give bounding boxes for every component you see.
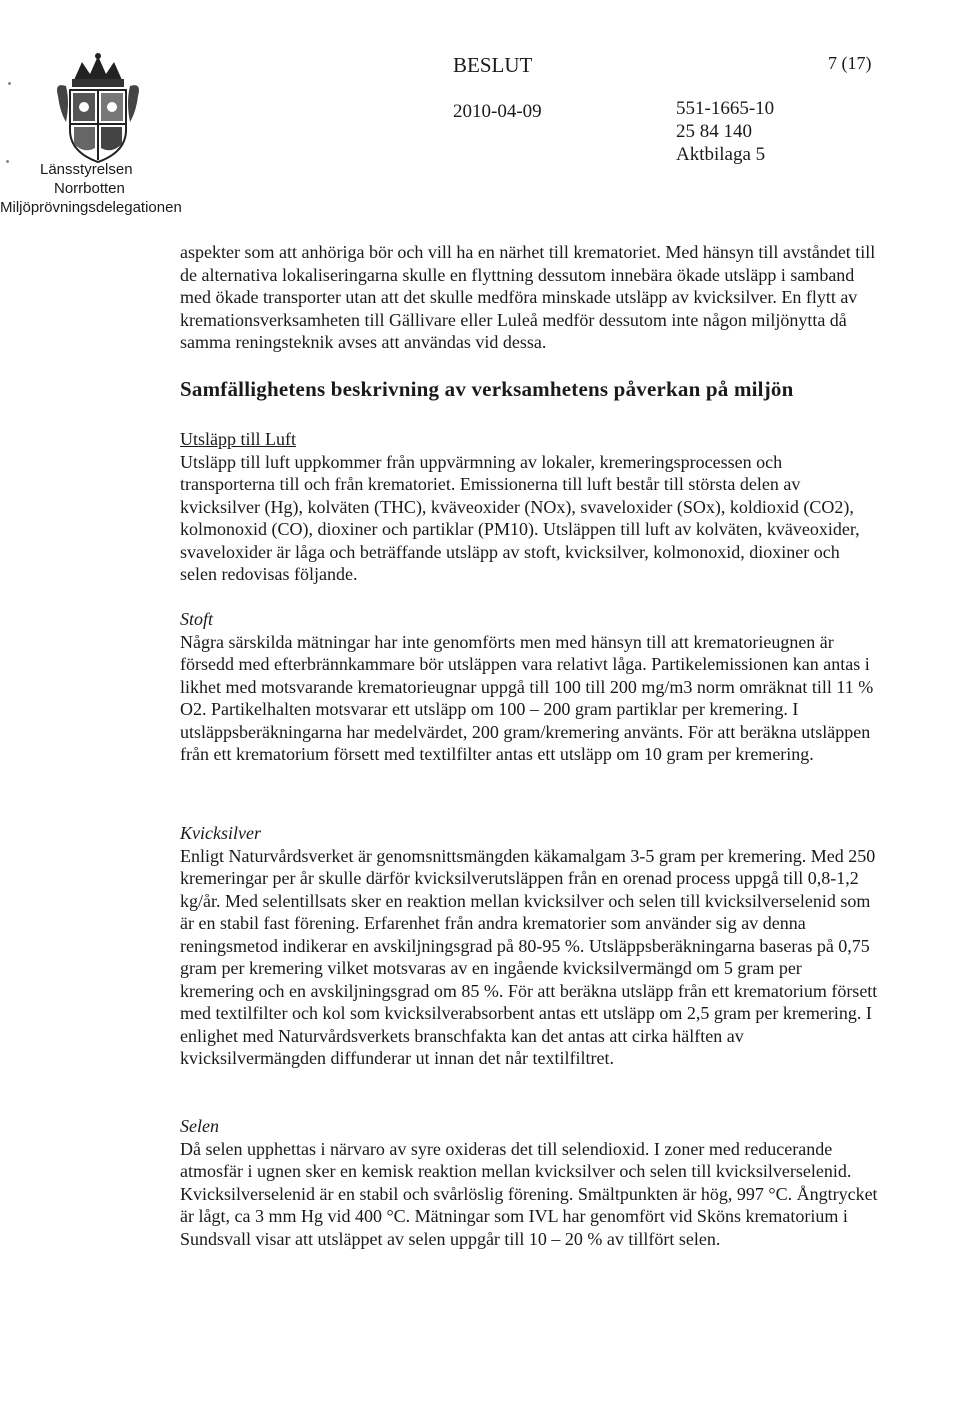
subheading-kvicksilver: Kvicksilver	[180, 823, 261, 843]
subheading-stoft: Stoft	[180, 609, 214, 629]
subheading-luft: Utsläpp till Luft	[180, 429, 296, 449]
paragraph-selen: Då selen upphettas i närvaro av syre oxideras det till selendioxid. I zoner med reducerande atmosfär i ugnen sker en kemisk reaktion mellan kvicksilver och selen till kvicksilverselenid. Kvicksilverselenid är en stabil och svårlöslig förening. Smältpunkten är hög, 997 °C. Ångtrycket är lågt, ca 3 mm Hg vid 400 °C. Mätningar som IVL har genomfört vid Sköns krematorium i Sundsvall visar att utsläppet av selen uppgår till 10 – 20 % av tillfört selen.	[180, 1138, 878, 1249]
appendix-label: Aktbilaga 5	[676, 144, 766, 165]
org-name: Länsstyrelsen	[40, 161, 133, 178]
scan-speck	[8, 82, 11, 85]
section-stoft	[180, 608, 880, 766]
section-selen	[180, 1115, 880, 1250]
coat-of-arms-icon	[52, 52, 144, 164]
subheading-selen: Selen	[180, 1116, 219, 1136]
intro-paragraph: aspekter som att anhöriga bör och vill ha en närhet till krematoriet. Med hänsyn till avståndet till de alternativa lokaliseringarna skulle en flyttning dessutom innebära ökade utsläpp i samband med ökade transporter utan att det skulle medföra minskade utsläpp av kvicksilver. En flytt av kremationsverksamheten till Gällivare eller Luleå medför dessutom inte någon miljönytta då samma reningsteknik avses att användas vid dessa.	[180, 242, 876, 352]
org-unit: Miljöprövningsdelegationen	[0, 199, 182, 216]
case-number: 551-1665-10	[676, 98, 775, 119]
paragraph-kvicksilver: Enligt Naturvårdsverket är genomsnittsmängden käkamalgam 3-5 gram per kremering. Med 250 kremeringar per år skulle därför kvicksilverutsläppen från en orenad process uppgå till 0,8-1,2 kg/år. Med selentillsats sker en reaktion mellan kvicksilver och selen till kvicksilverselenid som är en stabil fast förening. Erfarenhet från andra krematorier som använder sig av denna reningsmetod indikerar en avskiljningsgrad på 80-95 %. Utsläppsberäkningarna baseras på 0,75 gram per kremering vilket motsvaras av en ingående kvicksilvermängd om 5 gram per kremering och en avskiljningsgrad om 85 %. För att beräkna utsläpp från ett krematorium försett med textilfilter och kol som kvicksilverabsorbent antas ett utsläpp om 2,5 gram per kremering. I enlighet med Naturvårdsverkets branschfakta kan det antas att cirka hälften av kvicksilvermängden diffunderar ut innan det når textilfiltret.	[180, 845, 878, 1068]
section-luft	[180, 428, 880, 586]
paragraph-luft: Utsläpp till luft uppkommer från uppvärmning av lokaler, kremeringsprocessen och transporterna till och från krematoriet. Emissionerna till luft består till största delen av kvicksilver (Hg), kolväten (THC), kväveoxider (NOx), svaveloxider (SOx), koldioxid (CO2), kolmonoxid (CO), dioxiner och partiklar (PM10). Utsläppen till luft av kolväten, kväveoxider, svaveloxider är låga och beträffande utsläpp av stoft, kvicksilver, kolmonoxid, dioxiner och selen redovisas följande.	[180, 451, 860, 584]
reference-number: 25 84 140	[676, 121, 752, 142]
org-region: Norrbotten	[54, 180, 125, 197]
section-heading: Samfällighetens beskrivning av verksamhetens påverkan på miljön	[180, 377, 794, 401]
paragraph-stoft: Några särskilda mätningar har inte genomförts men med hänsyn till att krematorieugnen är försedd med efterbrännkammare bör utsläppen vara relativt låga. Partikelemissionen kan antas i likhet med motsvarande krematorieugnar uppgå till 100 till 200 mg/m3 norm omräknat till 11 % O2. Partikelhalten motsvarar ett utsläpp om 100 – 200 gram partiklar per kremering. I utsläppsberäkningarna har medelvärdet, 200 gram/kremering använts. För att beräkna utsläppen från ett krematorium försett med textilfilter antas ett utsläpp om 10 gram per kremering.	[180, 631, 874, 764]
document-type: BESLUT	[453, 53, 533, 77]
scan-speck	[6, 160, 9, 163]
section-kvicksilver	[180, 822, 880, 1070]
page-number: 7 (17)	[828, 53, 872, 73]
document-date: 2010-04-09	[453, 101, 542, 122]
